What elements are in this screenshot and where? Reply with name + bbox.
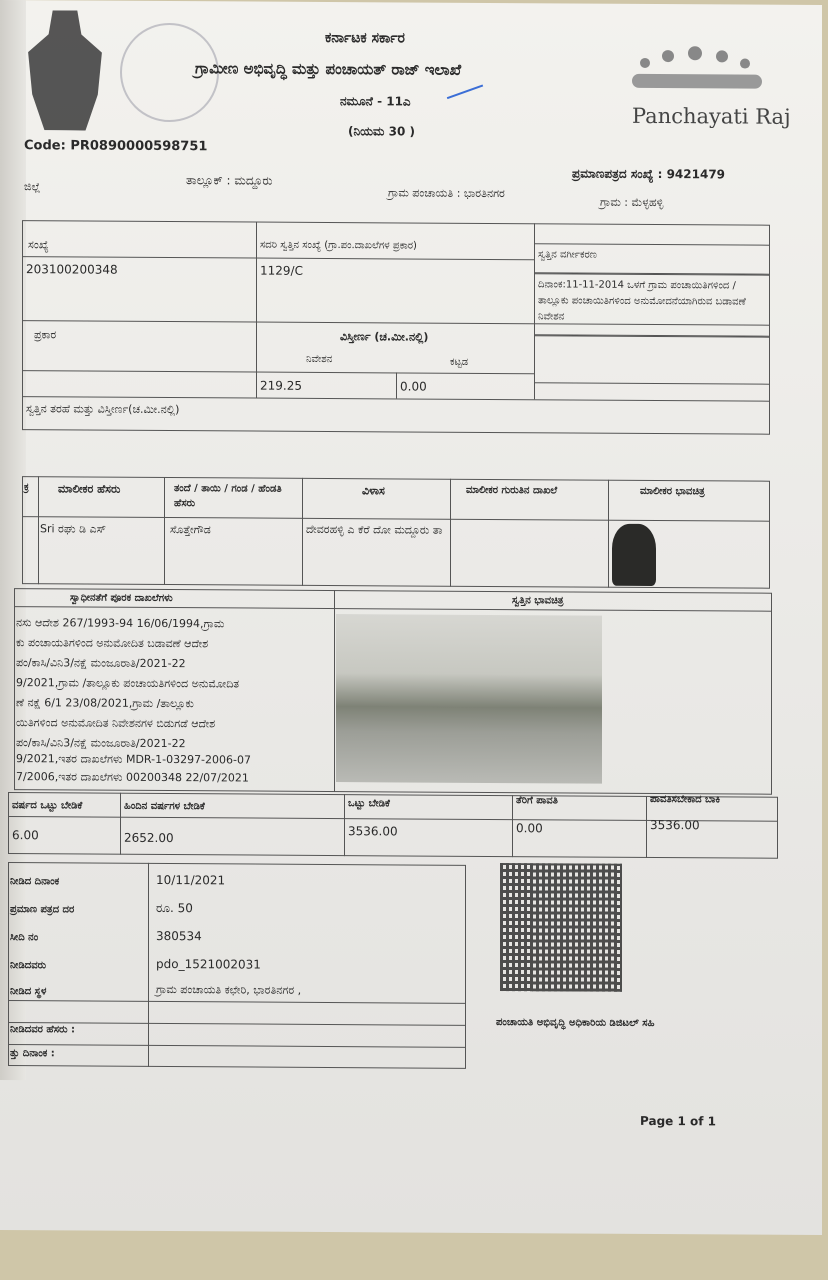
owner-photo <box>612 524 656 586</box>
site-area: 219.25 <box>260 378 302 393</box>
current-demand: 6.00 <box>12 828 39 843</box>
doc-line-2: ಕು ಪಂಚಾಯತಿಗಳಿಂದ ಅನುಮೋದಿತ ಬಡಾವಣೆ ಆದೇಶ <box>16 636 209 651</box>
receipt-label: ಸೀದಿ ನಂ <box>10 932 39 944</box>
pen-mark <box>447 85 483 100</box>
panchayati-raj-logo-icon <box>632 46 762 99</box>
site-label: ನಿವೇಶನ <box>306 353 333 366</box>
fee: ರೂ. 50 <box>156 900 193 916</box>
col-owner-name: ಮಾಲೀಕರ ಹೆಸರು <box>58 482 121 496</box>
receipt-number: 380534 <box>156 928 202 944</box>
doc-line-3: ಪಂ/ಕಾಸಿ/ವಿನಿ3/ನಕ್ಷೆ ಮಂಜೂರಾತಿ/2021-22 <box>16 656 186 671</box>
doc-line-5: ಣೆ ನಕ್ಷೆ 6/1 23/08/2021,ಗ್ರಾಮ /ತಾಲ್ಲೂಕು <box>16 696 194 711</box>
village: ಗ್ರಾಮ : ಮೆಳ್ಳಹಳ್ಳಿ <box>600 195 664 210</box>
property-id: 203100200348 <box>26 262 118 277</box>
doc-line-7: ಪಂ/ಕಾಸಿ/ವಿನಿ3/ನಕ್ಷೆ ಮಂಜೂರಾತಿ/2021-22 <box>16 736 186 751</box>
certificate-number: ಪ್ರಮಾಣಪತ್ರದ ಸಂಖ್ಯೆ : 9421479 <box>572 166 726 182</box>
old-number: 1129/C <box>260 263 303 278</box>
owner-father: ಸೊತ್ತೇಗೌಡ <box>170 523 211 537</box>
fee-label: ಪ್ರಮಾಣ ಪತ್ರದ ದರ <box>10 904 75 916</box>
col-serial: ಕ್ರ <box>24 482 29 494</box>
balance-due: 3536.00 <box>650 817 700 833</box>
gram-panchayat: ಗ್ರಾಮ ಪಂಚಾಯತಿ : ಭಾರತಿನಗರ <box>388 186 505 201</box>
issue-date: 10/11/2021 <box>156 872 226 888</box>
sign-date-label: ತ್ತು ದಿನಾಂಕ : <box>10 1048 55 1060</box>
district-label: ಜಿಲ್ಲೆ <box>24 180 41 194</box>
col-balance-due: ಪಾವತಿಸಬೇಕಾದ ಬಾಕಿ <box>650 793 721 806</box>
digital-signature-label: ಪಂಚಾಯತಿ ಅಭಿವೃದ್ಧಿ ಅಧಿಕಾರಿಯ ಡಿಜಿಟಲ್ ಸಹಿ <box>496 1017 655 1029</box>
issued-by: pdo_1521002031 <box>156 956 261 972</box>
tax-paid: 0.00 <box>516 821 543 836</box>
taluk: ತಾಲ್ಲೂಕ್ : ಮದ್ದೂರು <box>186 173 273 188</box>
page-number: Page 1 of 1 <box>640 1113 716 1129</box>
classification-label: ಸ್ವತ್ತಿನ ವರ್ಗೀಕರಣ <box>538 249 597 261</box>
karnataka-emblem-icon <box>24 10 106 131</box>
doc-line-1: ನಸು ಆದೇಶ 267/1993-94 16/06/1994,ಗ್ರಾಮ <box>16 616 225 631</box>
signer-name-label: ನೀಡಿದವರ ಹೆಸರು : <box>10 1024 75 1036</box>
property-photo <box>336 614 602 784</box>
issue-place: ಗ್ರಾಮ ಪಂಚಾಯತಿ ಕಛೇರಿ, ಭಾರತಿನಗರ , <box>156 982 302 997</box>
col-total-demand: ಒಟ್ಟು ಬೇಡಿಕೆ <box>348 798 390 810</box>
col-owner-photo: ಮಾಲೀಕರ ಭಾವಚಿತ್ರ <box>640 485 705 498</box>
property-photo-header: ಸ್ವತ್ತಿನ ಭಾವಚಿತ್ರ <box>512 595 564 607</box>
total-demand: 3536.00 <box>348 824 398 839</box>
building-area: 0.00 <box>400 379 427 394</box>
building-label: ಕಟ್ಟಡ <box>450 356 469 368</box>
form-number: ನಮೂನೆ - 11ಎ <box>340 94 411 109</box>
doc-line-8: 9/2021,ಇತರ ದಾಖಲೆಗಳು MDR-1-03297-2006-07 <box>16 752 251 767</box>
issued-by-label: ನೀಡಿದವರು <box>10 960 47 972</box>
area-label: ವಿಸ್ತೀರ್ಣ (ಚ.ಮೀ.ನಲ್ಲಿ) <box>340 330 429 344</box>
type-label: ಪ್ರಕಾರ <box>34 328 57 342</box>
issue-date-label: ನೀಡಿದ ದಿನಾಂಕ <box>10 876 60 888</box>
col-address: ವಿಳಾಸ <box>362 484 385 498</box>
col-father-name: ತಂದೆ / ತಾಯಿ / ಗಂಡ / ಹೆಂಡತಿ ಹೆಸರು <box>174 483 282 510</box>
department-title: ಗ್ರಾಮೀಣ ಅಭಿವೃದ್ಧಿ ಮತ್ತು ಪಂಚಾಯತ್ ರಾಜ್ ಇಲಾಖೆ <box>195 59 462 79</box>
rule-number: (ನಿಯಮ 30 ) <box>348 124 415 139</box>
old-number-label: ಸದರಿ ಸ್ವತ್ತಿನ ಸಂಖ್ಯೆ (ಗ್ರಾ.ಪಂ.ದಾಖಲೆಗಳ ಪ್ರಕಾರ) <box>260 239 417 252</box>
col-previous-demand: ಹಿಂದಿನ ವರ್ಷಗಳ ಬೇಡಿಕೆ <box>124 800 205 813</box>
govt-title: ಕರ್ನಾಟಕ ಸರ್ಕಾರ <box>325 29 405 47</box>
property-id-label: ಸಂಖ್ಯೆ <box>28 238 49 252</box>
issue-place-label: ನೀಡಿದ ಸ್ಥಳ <box>10 986 47 998</box>
owner-name: Sri ರಘು ಡಿ ಎಸ್ <box>40 522 107 536</box>
documents-header: ಸ್ವಾಧೀನತೆಗೆ ಪೂರಕ ದಾಖಲೆಗಳು <box>70 592 173 605</box>
owner-address: ದೇವರಹಳ್ಳಿ ಎ ಕೆರೆ ದೋ ಮದ್ದೂರು ತಾ <box>306 522 443 537</box>
previous-demand: 2652.00 <box>124 830 174 846</box>
col-owner-id: ಮಾಲೀಕರ ಗುರುತಿನ ದಾಖಲೆ <box>466 484 558 497</box>
doc-line-6: ಯಿತಿಗಳಿಂದ ಅನುಮೋದಿತ ನಿವೇಶನಗಳ ಬಿಡುಗಡೆ ಆದೇಶ <box>16 716 216 731</box>
classification-value: ದಿನಾಂಕ:11-11-2014 ಒಳಗೆ ಗ್ರಾಮ ಪಂಚಾಯಿತಿಗಳಿಂದ /ತಾಲ್ಲೂಕು ಪಂಚಾಯಿತಿಗಳಿಂದ ಅನುಮೋದನೆಯಾಗಿರುವ ಬಡಾವಣೆ ನಿವೇಶನ <box>538 279 746 323</box>
nature-label: ಸ್ವತ್ತಿನ ತರಹೆ ಮತ್ತು ವಿಸ್ತೀರ್ಣ(ಚ.ಮೀ.ನಲ್ಲಿ) <box>26 402 180 417</box>
col-current-demand: ವರ್ಷದ ಒಟ್ಟು ಬೇಡಿಕೆ <box>12 800 83 812</box>
panchayati-raj-brand: Panchayati Raj <box>632 103 791 129</box>
qr-code <box>500 863 622 992</box>
doc-line-9: 7/2006,ಇತರ ದಾಖಲೆಗಳು 00200348 22/07/2021 <box>16 770 249 785</box>
document-code: Code: PR0890000598751 <box>24 138 208 155</box>
doc-line-4: 9/2021,ಗ್ರಾಮ /ತಾಲ್ಲೂಕು ಪಂಚಾಯತಿಗಳಿಂದ ಅನುಮೋದಿತ <box>16 676 240 691</box>
col-tax-paid: ತೆರಿಗೆ ಪಾವತಿ <box>516 795 558 807</box>
